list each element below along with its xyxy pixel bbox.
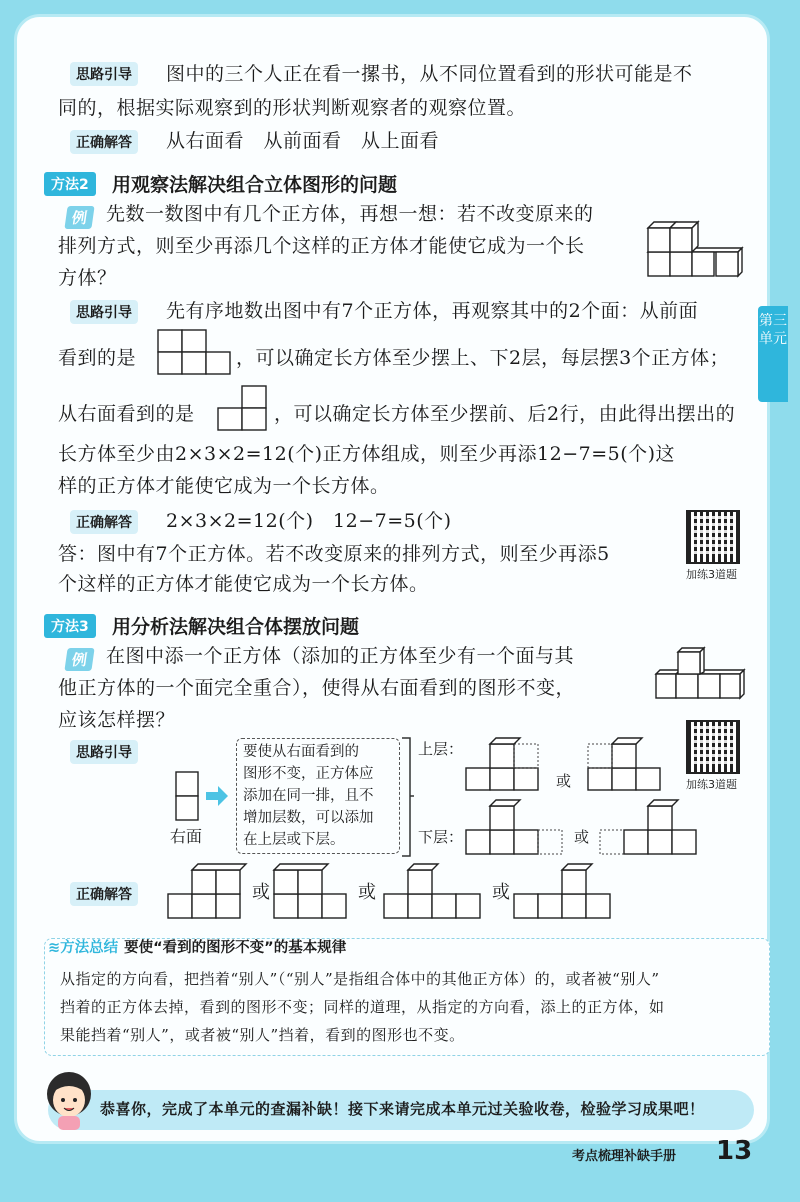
method2-tag: 方法2	[44, 172, 96, 196]
guide-line: 先有序地数出图中有7个正方体，再观察其中的2个面：从前面	[166, 300, 699, 322]
explain-line: 要使从右面看到的	[243, 744, 359, 760]
answer-figure-2	[272, 860, 354, 922]
example-tag: 例	[64, 206, 94, 229]
answer-text: 2×3×2=12(个) 12−7=5(个)	[166, 510, 452, 532]
guide-line: 样的正方体才能使它成为一个长方体。	[58, 475, 390, 497]
explain-line: 添加在同一排，且不	[243, 788, 374, 804]
congrats-text: 恭喜你，完成了本单元的查漏补缺！接下来请完成本单元过关验收卷，检验学习成果吧！	[100, 1100, 705, 1118]
question-line: 他正方体的一个面完全重合），使得从右面看到的图形不变，	[58, 677, 576, 699]
guide-label: 思路引导	[70, 740, 138, 764]
view-label: 右面	[170, 827, 203, 846]
example-tag: 例	[64, 648, 94, 671]
answer-label-top: 正确解答	[70, 130, 138, 154]
or-text: 或	[492, 882, 510, 903]
guide-text-line: 图中的三个人正在看一摞书，从不同位置看到的形状可能是不	[166, 63, 693, 85]
or-text: 或	[358, 882, 376, 903]
upper-layer-label: 上层：	[418, 740, 464, 758]
right-view-small	[172, 770, 232, 826]
answer-label: 正确解答	[70, 510, 138, 534]
guide-line: 看到的是	[58, 347, 137, 369]
summary-line: 果能挡着“别人”，或者被“别人”挡着，看到的图形也不变。	[60, 1026, 465, 1044]
question-line: 排列方式，则至少再添几个这样的正方体才能使它成为一个长	[58, 235, 585, 257]
explain-line: 增加层数，可以添加	[243, 810, 374, 826]
summary-heading	[48, 936, 346, 957]
guide-text-line: 同的，根据实际观察到的形状判断观察者的观察位置。	[58, 97, 527, 119]
answer-line: 个这样的正方体才能使它成为一个长方体。	[58, 573, 429, 595]
question-line: 方体？	[58, 267, 117, 289]
answer-figure-1	[166, 860, 248, 922]
or-text: 或	[252, 882, 270, 903]
answer-figure-4	[512, 860, 616, 922]
bracket	[400, 734, 416, 860]
right-view-figure	[216, 384, 270, 432]
answer-text-top: 从右面看 从前面看 从上面看	[166, 130, 440, 152]
answer-figure-3	[382, 860, 486, 922]
summary-line: 挡着的正方体去掉，看到的图形不变；同样的道理，从指定的方向看，添上的正方体，如	[60, 998, 665, 1016]
qr-label: 加练3道题	[686, 568, 737, 581]
or-text: 或	[556, 772, 572, 790]
guide-label-top: 思路引导	[70, 62, 138, 86]
question-line: 在图中添一个正方体（添加的正方体至少有一个面与其	[106, 645, 575, 667]
option-lower-1	[462, 798, 572, 858]
guide-label: 思路引导	[70, 300, 138, 324]
summary-badge: ≋方法总结	[48, 940, 119, 956]
explain-line: 图形不变，正方体应	[243, 766, 374, 782]
summary-title: 要使“看到的图形不变”的基本规律	[124, 940, 347, 956]
page-number: 13	[716, 1136, 753, 1166]
front-view-figure	[156, 328, 234, 376]
guide-line: ，可以确定长方体至少摆上、下2层，每层摆3个正方体；	[236, 347, 730, 369]
guide-line: ，可以确定长方体至少摆前、后2行，由此得出摆出的	[274, 403, 736, 425]
lower-layer-label: 下层：	[418, 828, 464, 846]
summary-line: 从指定的方向看，把挡着“别人”（“别人”是指组合体中的其他正方体）的，或者被“别人”	[60, 970, 660, 988]
guide-line: 长方体至少由2×3×2=12(个)正方体组成，则至少再添12−7=5(个)这	[58, 443, 676, 465]
explain-line: 在上层或下层。	[243, 832, 345, 848]
method2-title: 用观察法解决组合立体图形的问题	[112, 174, 398, 196]
option-upper-2	[584, 734, 668, 794]
explanation-box	[236, 738, 400, 854]
qr-label: 加练3道题	[686, 778, 737, 791]
unit-side-tab[interactable]: 第三单元	[758, 306, 788, 402]
option-upper-1	[462, 734, 546, 794]
question-line: 先数一数图中有几个正方体，再想一想：若不改变原来的	[106, 203, 594, 225]
guide-line: 从右面看到的是	[58, 403, 195, 425]
qr-code[interactable]	[686, 720, 740, 774]
answer-label: 正确解答	[70, 882, 138, 906]
method3-tag: 方法3	[44, 614, 96, 638]
or-text: 或	[574, 828, 590, 846]
question-line: 应该怎样摆？	[58, 709, 176, 731]
cube-figure-example3	[652, 644, 748, 700]
option-lower-2	[596, 798, 706, 858]
answer-line: 答：图中有7个正方体。若不改变原来的排列方式，则至少再添5	[58, 543, 610, 565]
footer-label: 考点梳理补缺手册	[572, 1149, 677, 1164]
method3-title: 用分析法解决组合体摆放问题	[112, 616, 360, 638]
girl-avatar-icon	[40, 1066, 98, 1132]
cube-figure-7	[644, 208, 748, 280]
qr-code[interactable]	[686, 510, 740, 564]
